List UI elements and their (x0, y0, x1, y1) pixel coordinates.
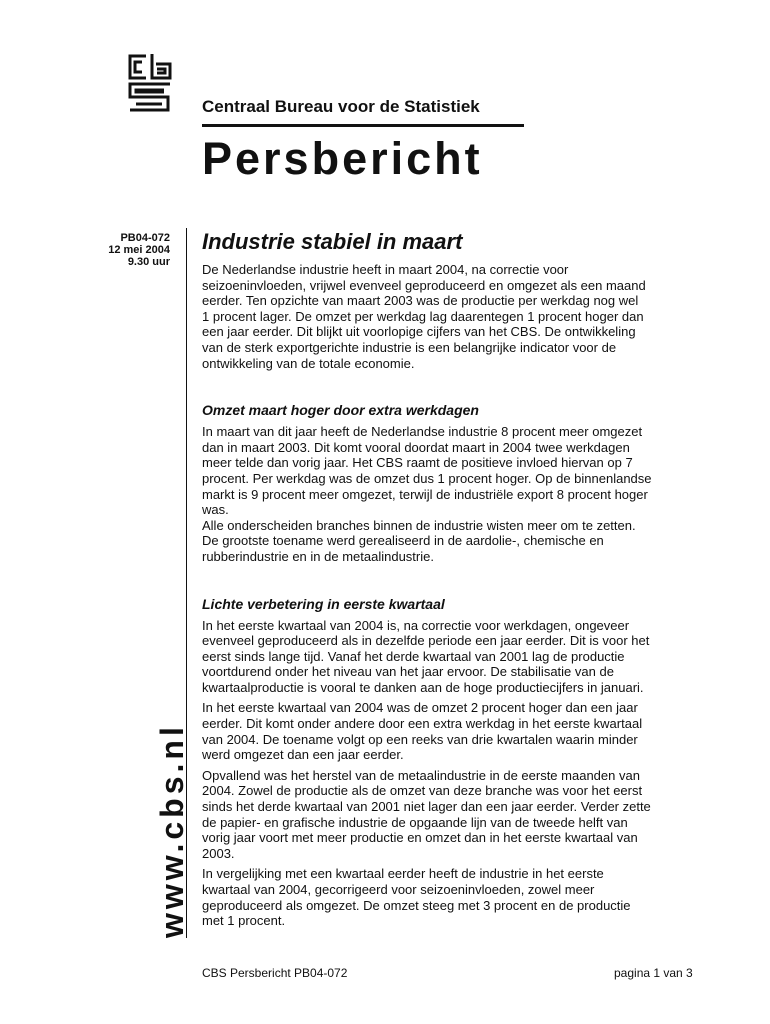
header-divider (202, 124, 524, 127)
text-line: In het eerste kwartaal van 2004 was de omzet 2 procent hoger dan een jaar (202, 700, 638, 716)
text-line: geproduceerd als omgezet. De omzet steeg met 3 procent en de productie (202, 897, 631, 913)
text-line: ontwikkeling van de totale economie. (202, 355, 415, 371)
text-line: met 1 procent. (202, 913, 286, 929)
paragraph (202, 424, 702, 564)
text-line: Alle onderscheiden branches binnen de industrie wisten meer om te zetten. (202, 517, 636, 533)
intro-paragraph (202, 262, 702, 371)
section-title: Omzet maart hoger door extra werkdagen (202, 402, 479, 419)
section-title: Lichte verbetering in eerste kwartaal (202, 595, 445, 612)
paragraph (202, 700, 702, 762)
text-line: eerder. Ten opzichte van maart 2003 was de productie per werkdag nog wel (202, 293, 639, 309)
paragraph (202, 866, 702, 928)
article-body (202, 228, 702, 929)
footer-page-number: pagina 1 van 3 (614, 966, 693, 980)
section-kwartaal (202, 595, 702, 929)
text-line: dan in maart 2003. Dit komt vooral doordat maart in 2004 twee werkdagen (202, 439, 630, 455)
text-line: vorig jaar voort met meer productie en omzet dan in het eerste kwartaal van (202, 830, 638, 846)
text-line: een jaar eerder. Dit blijkt uit voorlopige cijfers van het CBS. De ontwikkeling (202, 324, 636, 340)
text-line: voortdurend onder het niveau van het jaar ervoor. De stabilisatie van de (202, 664, 614, 680)
text-line: procent. Per werkdag was de omzet dus 1 procent hoger. Op de binnenlandse (202, 470, 652, 486)
text-line: kwartaalproductie is vooral te danken aan de hoge productiecijfers in januari. (202, 679, 644, 695)
text-line: evenveel geproduceerd als in dezelfde periode een jaar eerder. Dit is voor het (202, 633, 650, 649)
text-line: In maart van dit jaar heeft de Nederlandse industrie 8 procent meer omgezet (202, 424, 643, 440)
text-line: In het eerste kwartaal van 2004 is, na correctie voor werkdagen, ongeveer (202, 617, 630, 633)
text-line: de papier- en grafische industrie de opgaande lijn van de tweede helft van (202, 814, 628, 830)
text-line: van 2004. De toename volgt op een reeks van drie kwartalen waarin minder (202, 731, 638, 747)
text-line: 1 procent lager. De omzet per werkdag lag daarentegen 1 procent hoger dan (202, 308, 644, 324)
page-title: Persbericht (202, 133, 483, 184)
website-url: www.cbs.nl (154, 723, 190, 938)
footer-doc-label: CBS Persbericht PB04-072 (202, 966, 348, 980)
section-omzet (202, 401, 702, 564)
text-line: Opvallend was het herstel van de metaalindustrie in de eerste maanden van (202, 767, 640, 783)
text-line: eerder. Dit komt onder andere door een extra werkdag in het eerste kwartaal (202, 716, 643, 732)
text-line: De Nederlandse industrie heeft in maart 2004, na correctie voor (202, 262, 569, 277)
text-line: was. (202, 502, 229, 518)
text-line: meer telde dan vorig jaar. Het CBS raamt de positieve invloed hiervan op 7 (202, 455, 633, 471)
cbs-logo-icon (126, 52, 172, 114)
text-line: van de sterk exportgerichte industrie is een belangrijke indicator voor de (202, 339, 617, 355)
text-line: rubberindustrie en in de metaalindustrie. (202, 548, 434, 564)
organization-name: Centraal Bureau voor de Statistiek (202, 97, 480, 116)
text-line: seizoeninvloeden, vrijwel evenveel geproduceerd en omgezet als een maand (202, 277, 646, 293)
paragraph (202, 768, 702, 862)
text-line: In vergelijking met een kwartaal eerder heeft de industrie in het eerste (202, 866, 604, 882)
text-line: De grootste toename werd gerealiseerd in de aardolie-, chemische en (202, 533, 604, 549)
text-line: 2003. (202, 845, 235, 861)
release-code: PB04-072 (120, 232, 170, 244)
text-line: eerst sinds lange tijd. Vanaf het derde kwartaal van 2001 lag de productie (202, 648, 625, 664)
text-line: werd omgezet dan een jaar eerder. (202, 747, 404, 763)
article-headline: Industrie stabiel in maart (202, 229, 463, 254)
release-time: 9.30 uur (127, 256, 170, 268)
release-date: 12 mei 2004 (108, 244, 170, 256)
paragraph (202, 618, 702, 696)
text-line: 2004. Zowel de productie als de omzet van deze branche was voor het eerst (202, 783, 643, 799)
text-line: sinds het derde kwartaal van 2001 niet lager dan een jaar eerder. Verder zette (202, 799, 651, 815)
text-line: kwartaal van 2004, gecorrigeerd voor seizoeninvloeden, zowel meer (202, 882, 595, 897)
press-release-meta (60, 232, 170, 268)
text-line: markt is 9 procent meer omgezet, terwijl de industriële export 8 procent hoger (202, 486, 648, 502)
